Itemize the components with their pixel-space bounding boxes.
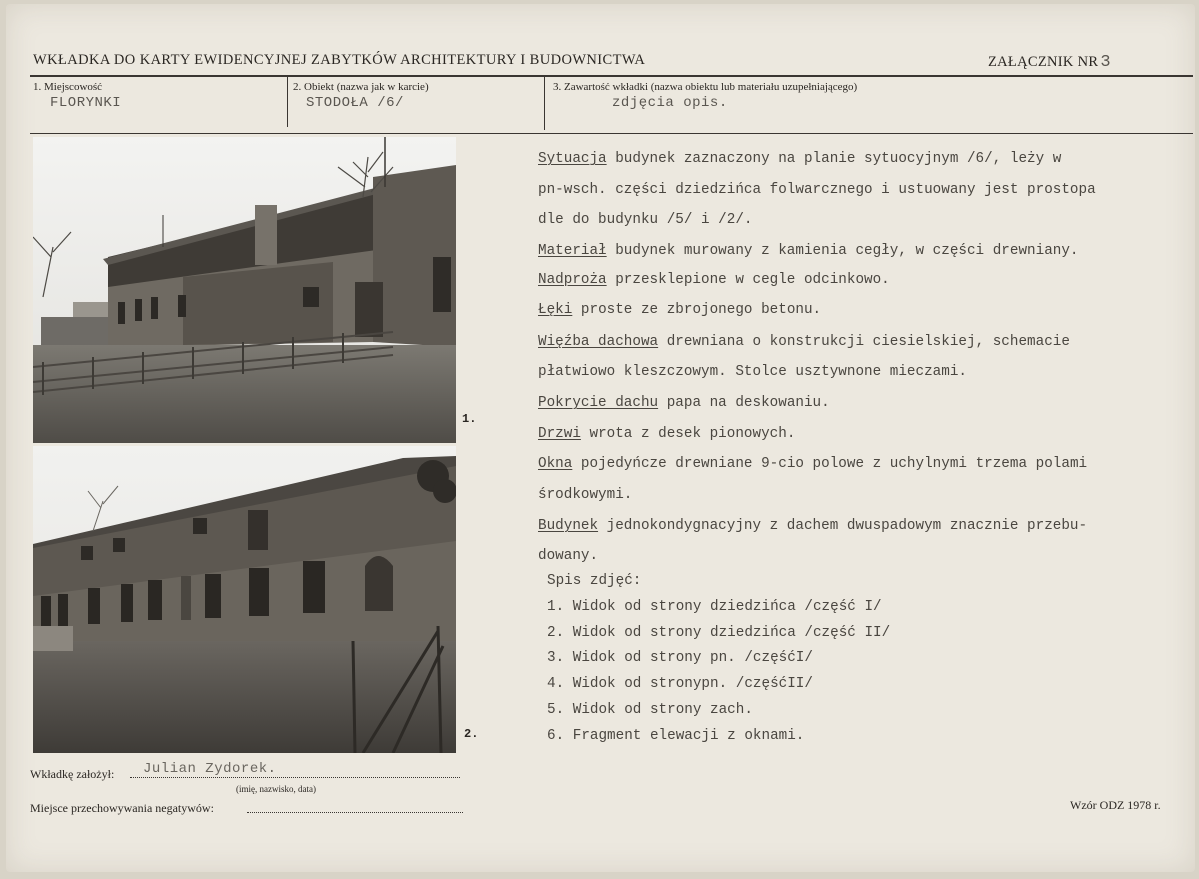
description-heading: Więźba dachowa <box>538 334 659 350</box>
founded-label: Wkładkę założył: <box>30 767 115 781</box>
description-text: wrota z desek pionowych. <box>580 426 796 442</box>
photo-1-image <box>33 137 456 443</box>
header-rule-bottom <box>30 133 1193 134</box>
photo-1 <box>33 137 456 443</box>
description-heading: Materiał <box>538 243 607 259</box>
locality-label: 1. Miejscowość <box>33 81 103 93</box>
description-line <box>538 182 1096 198</box>
photo-1-number: 1. <box>462 412 477 426</box>
card-title: WKŁADKA DO KARTY EWIDENCYJNEJ ZABYTKÓW ARCHITEKTURY I BUDOWNICTWA <box>33 52 646 68</box>
photo-list-item: 5. Widok od strony zach. <box>547 702 753 718</box>
description-text: dle do budynku /5/ i /2/. <box>538 212 753 228</box>
photo-list-item: 2. Widok od strony dziedzińca /część II/ <box>547 625 891 641</box>
contents-value: zdjęcia opis. <box>612 95 728 111</box>
annex-number: 3 <box>1100 53 1112 72</box>
photo-2-image <box>33 446 456 753</box>
description-text: pojedyńcze drewniane 9-cio polowe z uchylnymi trzema polami <box>572 456 1088 472</box>
description-text: proste ze zbrojonego betonu. <box>572 302 822 318</box>
description-text: pn-wsch. części dziedzińca folwarcznego i ustuowany jest prostopa <box>538 182 1096 198</box>
photo-list-item: 3. Widok od strony pn. /częśćI/ <box>547 650 813 666</box>
description-heading: Pokrycie dachu <box>538 395 659 411</box>
description-text: przesklepione w cegle odcinkowo. <box>606 272 890 288</box>
description-line <box>538 212 753 228</box>
photo-2 <box>33 446 456 753</box>
form-label: Wzór ODZ 1978 r. <box>1070 798 1161 812</box>
description-line <box>538 334 1070 350</box>
description-line <box>538 518 1087 534</box>
annex-label <box>988 53 1111 72</box>
locality-value: FLORYNKI <box>50 95 122 111</box>
description-heading: Łęki <box>538 302 573 318</box>
contents-label: 3. Zawartość wkładki (nazwa obiektu lub materiału uzupełniającego) <box>553 81 858 93</box>
negatives-line <box>247 812 463 813</box>
photo-list-item: 4. Widok od stronypn. /częśćII/ <box>547 676 813 692</box>
header-rule-top <box>30 75 1193 77</box>
description-heading: Budynek <box>538 518 599 534</box>
field-divider-1 <box>287 77 288 127</box>
photo-list-item: 1. Widok od strony dziedzińca /część I/ <box>547 599 882 615</box>
description-heading: Drzwi <box>538 426 581 442</box>
description-text: drewniana o konstrukcji ciesielskiej, schemacie <box>658 334 1070 350</box>
description-line <box>538 456 1087 472</box>
founded-line <box>130 777 460 778</box>
description-heading: Nadproża <box>538 272 607 288</box>
description-line <box>538 426 795 442</box>
photo-list-title: Spis zdjęć: <box>547 573 642 589</box>
founded-value: Julian Zydorek. <box>143 761 277 777</box>
photo-list-item: 6. Fragment elewacji z oknami. <box>547 728 805 744</box>
photo-2-number: 2. <box>464 727 479 741</box>
annex-label-text: ZAŁĄCZNIK NR <box>988 54 1099 70</box>
description-text: środkowymi. <box>538 487 633 503</box>
description-line <box>538 395 830 411</box>
description-text: papa na deskowaniu. <box>658 395 830 411</box>
founded-hint: (imię, nazwisko, data) <box>236 784 316 794</box>
description-line <box>538 151 1061 167</box>
description-text: płatwiowo kleszczowym. Stolce usztywnone mieczami. <box>538 364 967 380</box>
object-value: STODOŁA /6/ <box>306 95 404 111</box>
description-heading: Okna <box>538 456 573 472</box>
description-text: budynek zaznaczony na planie sytuocyjnym /6/, leży w <box>606 151 1062 167</box>
description-line <box>538 302 821 318</box>
description-line <box>538 487 632 503</box>
description-line <box>538 272 890 288</box>
description-text: dowany. <box>538 548 599 564</box>
description-text: jednokondygnacyjny z dachem dwuspadowym znacznie przebu- <box>598 518 1088 534</box>
description-heading: Sytuacja <box>538 151 607 167</box>
object-label: 2. Obiekt (nazwa jak w karcie) <box>293 81 429 93</box>
description-line <box>538 548 598 564</box>
field-divider-2 <box>544 77 545 130</box>
description-line <box>538 243 1079 259</box>
description-line <box>538 364 967 380</box>
negatives-label: Miejsce przechowywania negatywów: <box>30 801 214 815</box>
description-text: budynek murowany z kamienia cegły, w części drewniany. <box>606 243 1079 259</box>
